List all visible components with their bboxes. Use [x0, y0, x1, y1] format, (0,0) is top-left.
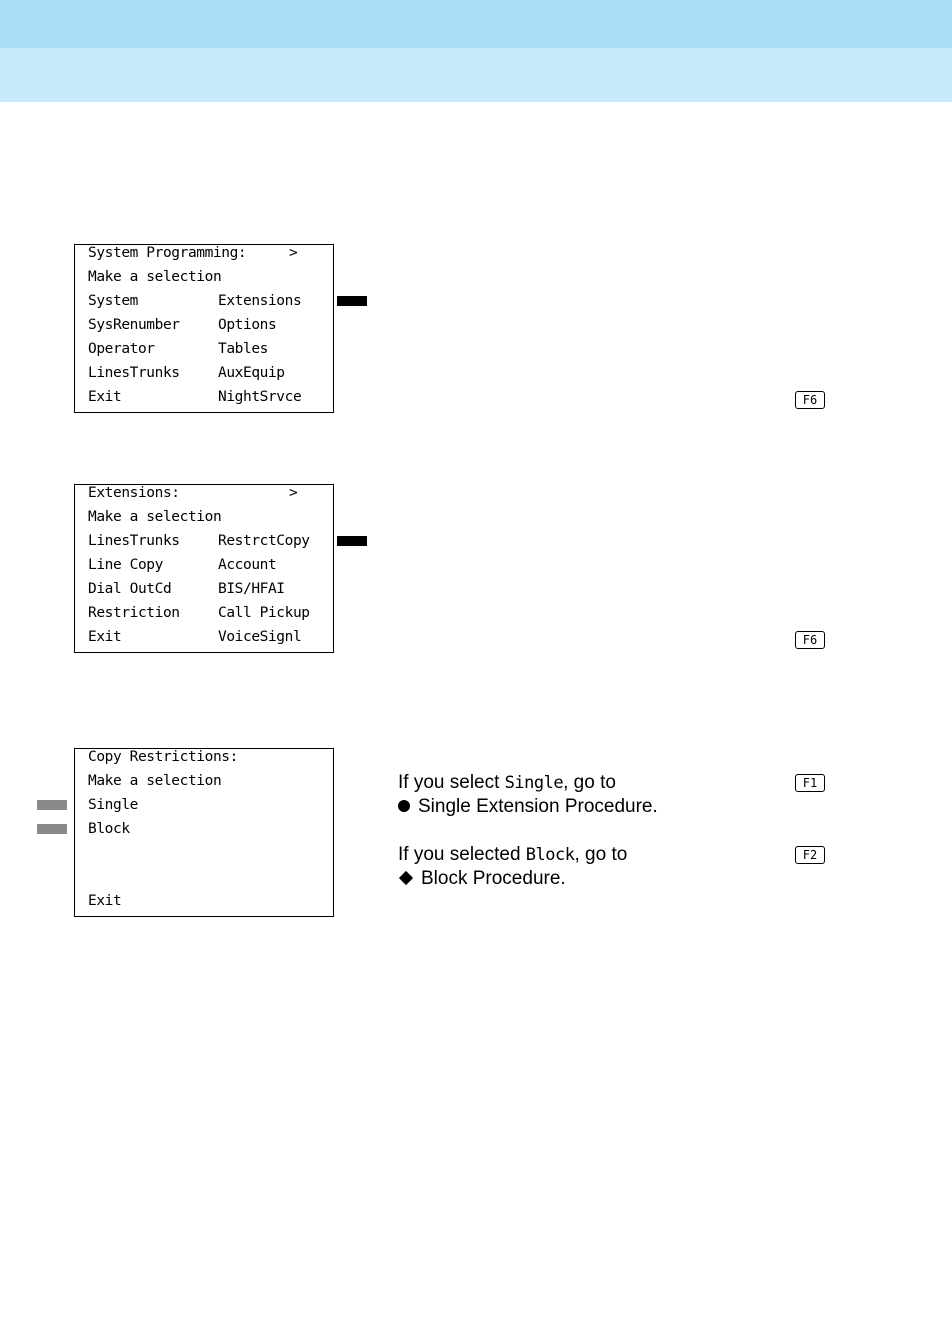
menu-item-bis-hfai[interactable]: BIS/HFAI: [218, 581, 285, 597]
option-marker-single: [37, 800, 67, 810]
menu-item-sysrenumber[interactable]: SysRenumber: [88, 317, 180, 333]
menu-item-exit[interactable]: Exit: [88, 893, 122, 909]
menu-item-call-pickup[interactable]: Call Pickup: [218, 605, 310, 621]
f6-key[interactable]: F6: [795, 391, 825, 409]
menu-item-dial-outcd[interactable]: Dial OutCd: [88, 581, 172, 597]
screen-title: Copy Restrictions:: [88, 749, 238, 765]
diamond-icon: [399, 871, 413, 885]
menu-item-nightsrvce[interactable]: NightSrvce: [218, 389, 302, 405]
menu-item-account[interactable]: Account: [218, 557, 277, 573]
menu-item-voicesignl[interactable]: VoiceSignl: [218, 629, 302, 645]
header-band-top: [0, 0, 952, 48]
menu-item-line-copy[interactable]: Line Copy: [88, 557, 163, 573]
selection-marker-restrctcopy: [337, 536, 367, 546]
screen-title: System Programming:: [88, 245, 247, 261]
menu-item-options[interactable]: Options: [218, 317, 277, 333]
menu-item-exit[interactable]: Exit: [88, 389, 122, 405]
system-programming-screen: [74, 244, 334, 413]
menu-item-system[interactable]: System: [88, 293, 138, 309]
menu-item-restriction[interactable]: Restriction: [88, 605, 180, 621]
selection-marker-extensions: [337, 296, 367, 306]
menu-item-auxequip[interactable]: AuxEquip: [218, 365, 285, 381]
screen-subtitle: Make a selection: [88, 269, 222, 285]
screen-title: Extensions:: [88, 485, 180, 501]
menu-item-extensions[interactable]: Extensions: [218, 293, 302, 309]
menu-item-linestrunks[interactable]: LinesTrunks: [88, 533, 180, 549]
menu-item-linestrunks[interactable]: LinesTrunks: [88, 365, 180, 381]
bullet-icon: [398, 800, 410, 812]
next-page-arrow: >: [289, 485, 298, 501]
single-instruction: If you select Single, go to: [398, 772, 616, 793]
option-marker-block: [37, 824, 67, 834]
copy-restrictions-screen: [74, 748, 334, 917]
menu-item-block[interactable]: Block: [88, 821, 130, 837]
header-band-bottom: [0, 48, 952, 102]
menu-item-restrctcopy[interactable]: RestrctCopy: [218, 533, 310, 549]
f2-key[interactable]: F2: [795, 846, 825, 864]
block-term: Block: [525, 845, 575, 865]
f1-key[interactable]: F1: [795, 774, 825, 792]
screen-subtitle: Make a selection: [88, 773, 222, 789]
next-page-arrow: >: [289, 245, 298, 261]
extensions-screen: [74, 484, 334, 653]
block-instruction: If you selected Block, go to: [398, 844, 628, 865]
f6-key[interactable]: F6: [795, 631, 825, 649]
screen-subtitle: Make a selection: [88, 509, 222, 525]
block-procedure-link[interactable]: Block Procedure.: [398, 867, 566, 891]
single-term: Single: [504, 773, 564, 793]
single-procedure-link[interactable]: Single Extension Procedure.: [398, 795, 658, 819]
menu-item-exit[interactable]: Exit: [88, 629, 122, 645]
menu-item-tables[interactable]: Tables: [218, 341, 268, 357]
menu-item-single[interactable]: Single: [88, 797, 138, 813]
menu-item-operator[interactable]: Operator: [88, 341, 155, 357]
